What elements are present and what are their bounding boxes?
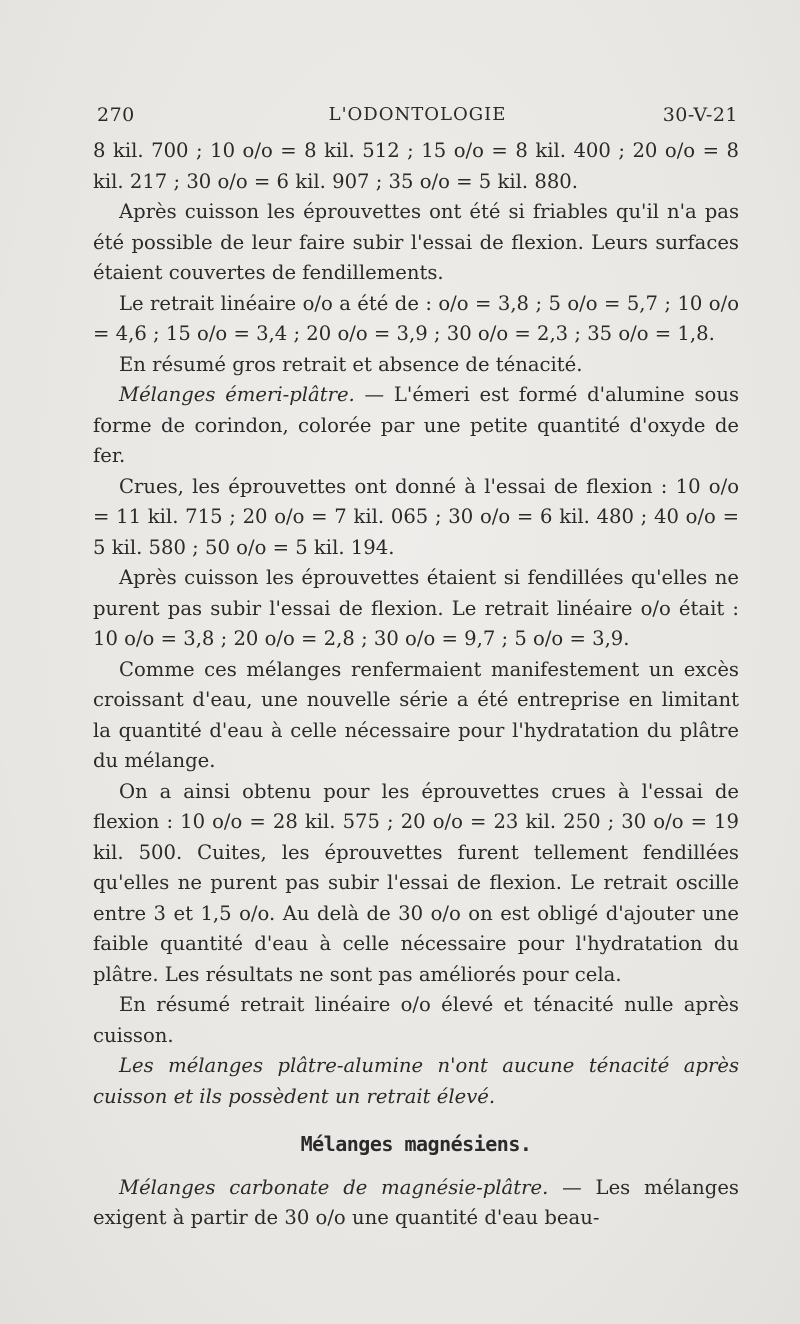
paragraph: En résumé retrait linéaire o/o élevé et ténacité nulle après cuisson. bbox=[93, 993, 739, 1047]
emeri-title: Mélanges émeri-plâtre. bbox=[119, 383, 355, 406]
paragraph-emeri bbox=[93, 380, 739, 472]
paragraph: Comme ces mélanges renfermaient manifestement un excès croissant d'eau, une nouvelle série a été entreprise en limitant la quantité d'eau à celle nécessaire pour l'hydratation du plâtre du mélange. bbox=[93, 657, 739, 772]
section-heading: Mélanges magnésiens. bbox=[300, 1132, 532, 1156]
page-number: 270 bbox=[97, 104, 135, 126]
running-header bbox=[97, 104, 738, 130]
paragraph: Crues, les éprouvettes ont donné à l'essai de flexion : 10 o/o = 11 kil. 715 ; 20 o/o = 7 kil. 065 ; 30 o/o = 6 kil. 480 ; 40 o/o = 5 kil. 580 ; 50 o/o = 5 kil. 194. bbox=[93, 474, 739, 559]
page-body bbox=[93, 136, 739, 1234]
carbonate-text: — Les mélanges exigent à partir de 30 o/o une quantité d'eau beau- bbox=[93, 1175, 739, 1229]
paragraph-carbonate bbox=[93, 1173, 739, 1234]
issue-date: 30-V-21 bbox=[662, 104, 738, 126]
conclusion: Les mélanges plâtre-alumine n'ont aucune ténacité après cuisson et ils possèdent un retrait élevé. bbox=[93, 1054, 739, 1108]
journal-title: L'ODONTOLOGIE bbox=[328, 104, 507, 125]
paragraph: Après cuisson les éprouvettes ont été si friables qu'il n'a pas été possible de leur faire subir l'essai de flexion. Leurs surfaces étaient couvertes de fendillements. bbox=[93, 200, 739, 284]
paragraph: 8 kil. 700 ; 10 o/o = 8 kil. 512 ; 15 o/o = 8 kil. 400 ; 20 o/o = 8 kil. 217 ; 30 o/o = 6 kil. 907 ; 35 o/o = 5 kil. 880. bbox=[93, 139, 739, 193]
emeri-text: — L'émeri est formé d'alumine sous forme de corindon, colorée par une petite quantité d'oxyde de fer. bbox=[93, 383, 739, 467]
paragraph: Après cuisson les éprouvettes étaient si fendillées qu'elles ne purent pas subir l'essai de flexion. Le retrait linéaire o/o était : 10 o/o = 3,8 ; 20 o/o = 2,8 ; 30 o/o = 9,7 ; 5 o/o = 3,9. bbox=[93, 566, 739, 650]
paragraph: En résumé gros retrait et absence de ténacité. bbox=[119, 352, 583, 376]
carbonate-title: Mélanges carbonate de magnésie-plâtre. bbox=[119, 1175, 549, 1199]
paragraph: Le retrait linéaire o/o a été de : o/o = 3,8 ; 5 o/o = 5,7 ; 10 o/o = 4,6 ; 15 o/o = 3,4 ; 20 o/o = 3,9 ; 30 o/o = 2,3 ; 35 o/o = 1,8. bbox=[93, 291, 739, 345]
paragraph: On a ainsi obtenu pour les éprouvettes crues à l'essai de flexion : 10 o/o = 28 kil. 575 ; 20 o/o = 23 kil. 250 ; 30 o/o = 19 kil. 500. Cuites, les éprouvettes furent tellement fendillées qu'elles ne purent pas subir l'essai de flexion. Le retrait oscille entre 3 et 1,5 o/o. Au delà de 30 o/o on est obligé d'ajouter une faible quantité d'eau à celle nécessaire pour l'hydratation du plâtre. Les résultats ne sont pas améliorés pour cela. bbox=[93, 779, 739, 986]
